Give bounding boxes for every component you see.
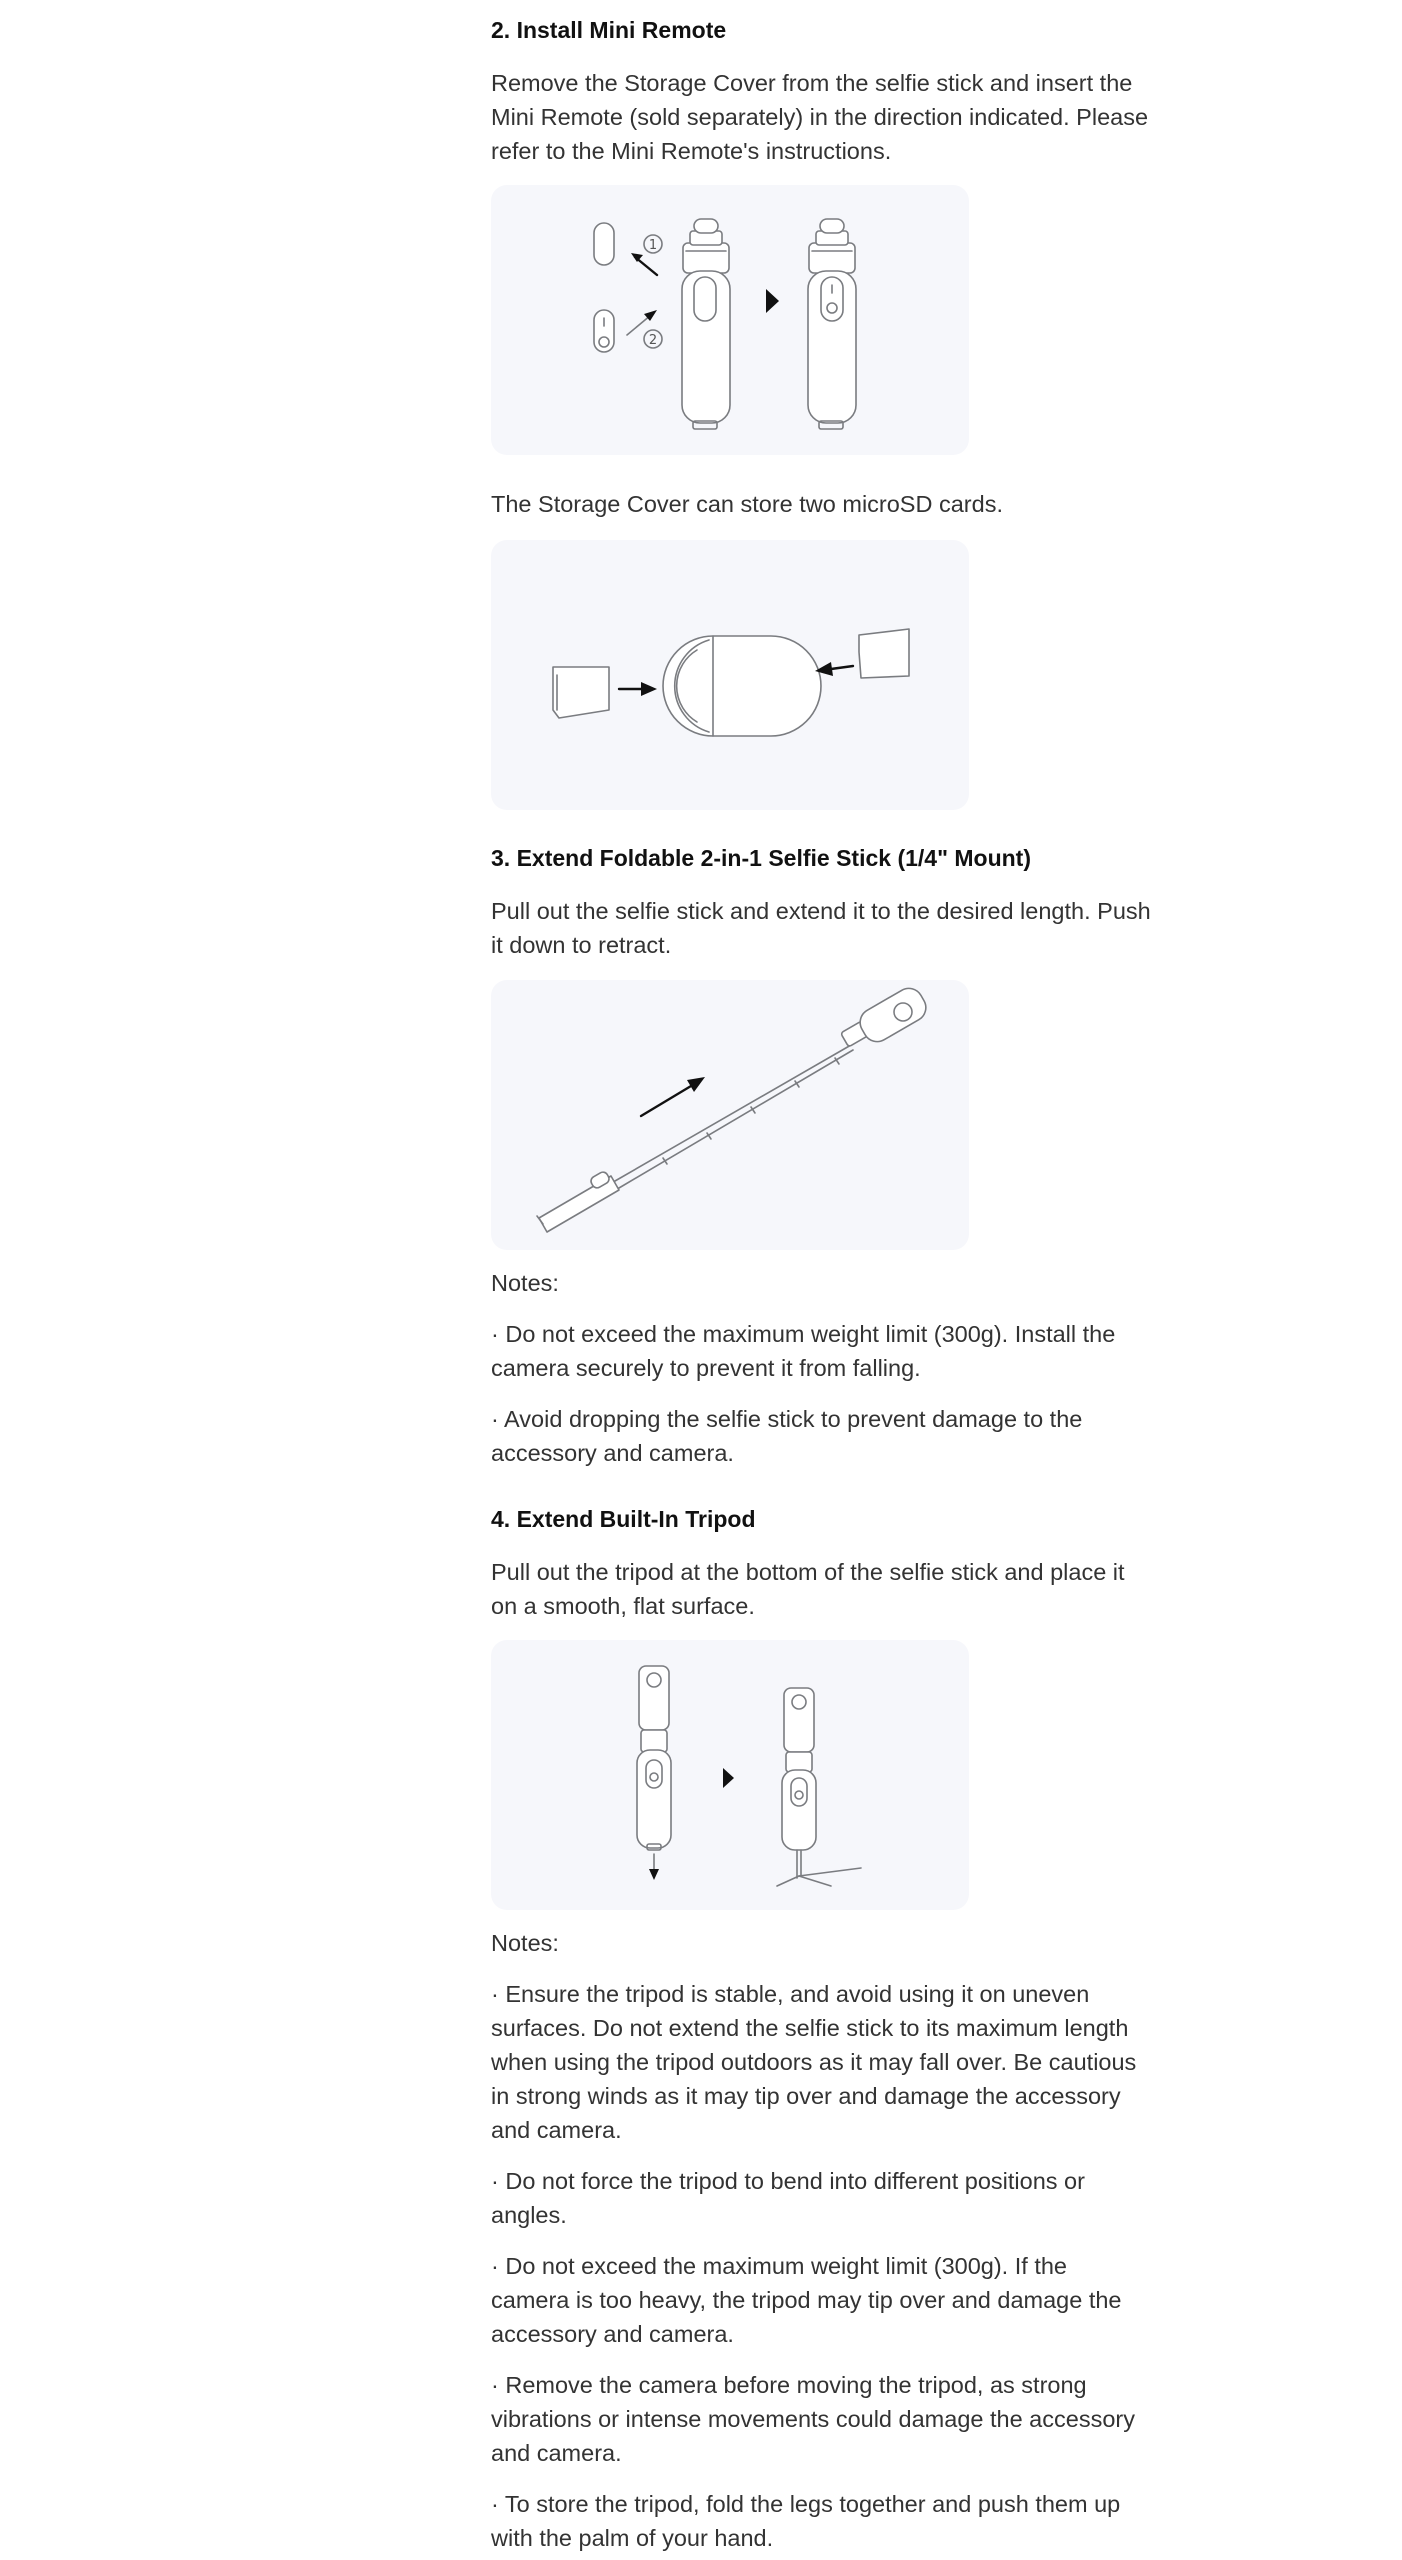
install-mini-remote-illustration	[491, 185, 969, 455]
storage-cover-microsd-illustration	[491, 540, 969, 810]
tripod-note-2: · Do not force the tripod to bend into different positions or angles.	[491, 2168, 1085, 2228]
tripod-note-4: · Remove the camera before moving the tripod, as strong vibrations or intense movements could damage the accessory and camera.	[491, 2372, 1135, 2466]
insert-arrow-left-icon	[641, 682, 657, 696]
selfie-stick-handle-icon	[537, 1170, 619, 1232]
step-2-number: 2	[648, 333, 658, 348]
extend-notes-label: Notes:	[491, 1270, 559, 1296]
figure-install-mini-remote	[491, 185, 969, 455]
section-heading-install-mini-remote: 2. Install Mini Remote	[491, 17, 727, 43]
extended-pole-icon	[615, 1045, 853, 1188]
storage-cover-icon	[594, 223, 614, 265]
extend-selfie-stick-illustration	[491, 980, 969, 1250]
figure-extend-selfie-stick	[491, 980, 969, 1250]
section-heading-extend-selfie-stick: 3. Extend Foldable 2-in-1 Selfie Stick (1/4" Mount)	[491, 845, 1031, 871]
pull-down-arrow-icon	[649, 1869, 659, 1880]
extend-note-1: · Do not exceed the maximum weight limit (300g). Install the camera securely to prevent it from falling.	[491, 1321, 1116, 1381]
selfie-stick-before-icon	[682, 219, 730, 429]
storage-cover-icon	[663, 636, 821, 736]
step-1-number: 1	[648, 238, 658, 253]
mini-remote-icon	[594, 310, 614, 352]
stick-on-tripod-icon	[777, 1688, 861, 1886]
tripod-note-1: · Ensure the tripod is stable, and avoid using it on uneven surfaces. Do not extend the selfie stick to its maximum length when using the tripod outdoors as it may fall over. Be cautious in strong winds as it may tip over and damage the accessory and camera.	[491, 1981, 1137, 2143]
tripod-note-3: · Do not exceed the maximum weight limit (300g). If the camera is too heavy, the tripod may tip over and damage the accessory and camera.	[491, 2253, 1122, 2347]
tripod-notes-label: Notes:	[491, 1930, 559, 1956]
figure-storage-cover-microsd	[491, 540, 969, 810]
stick-with-camera-before-icon	[637, 1666, 671, 1850]
selfie-stick-after-icon	[808, 219, 856, 429]
tripod-note-5: · To store the tripod, fold the legs together and push them up with the palm of your hand.	[491, 2491, 1121, 2551]
storage-cover-caption: The Storage Cover can store two microSD cards.	[491, 491, 1003, 517]
section-heading-built-in-tripod: 4. Extend Built-In Tripod	[491, 1506, 756, 1532]
pull-arrow-icon	[641, 1086, 691, 1116]
extend-note-2: · Avoid dropping the selfie stick to prevent damage to the accessory and camera.	[491, 1406, 1083, 1466]
next-step-arrow-icon	[723, 1768, 734, 1788]
install-instructions: Remove the Storage Cover from the selfie stick and insert the Mini Remote (sold separately) in the direction indicated. Please refer to the Mini Remote's instructions.	[491, 70, 1149, 164]
tripod-instructions: Pull out the tripod at the bottom of the selfie stick and place it on a smooth, flat surface.	[491, 1559, 1125, 1619]
extend-tripod-illustration	[491, 1640, 969, 1910]
next-step-arrow-icon	[766, 289, 779, 313]
microsd-card-right-icon	[859, 629, 909, 678]
camera-icon	[841, 983, 931, 1047]
microsd-card-left-icon	[553, 667, 609, 718]
figure-extend-tripod	[491, 1640, 969, 1910]
extend-instructions: Pull out the selfie stick and extend it to the desired length. Push it down to retract.	[491, 898, 1151, 958]
